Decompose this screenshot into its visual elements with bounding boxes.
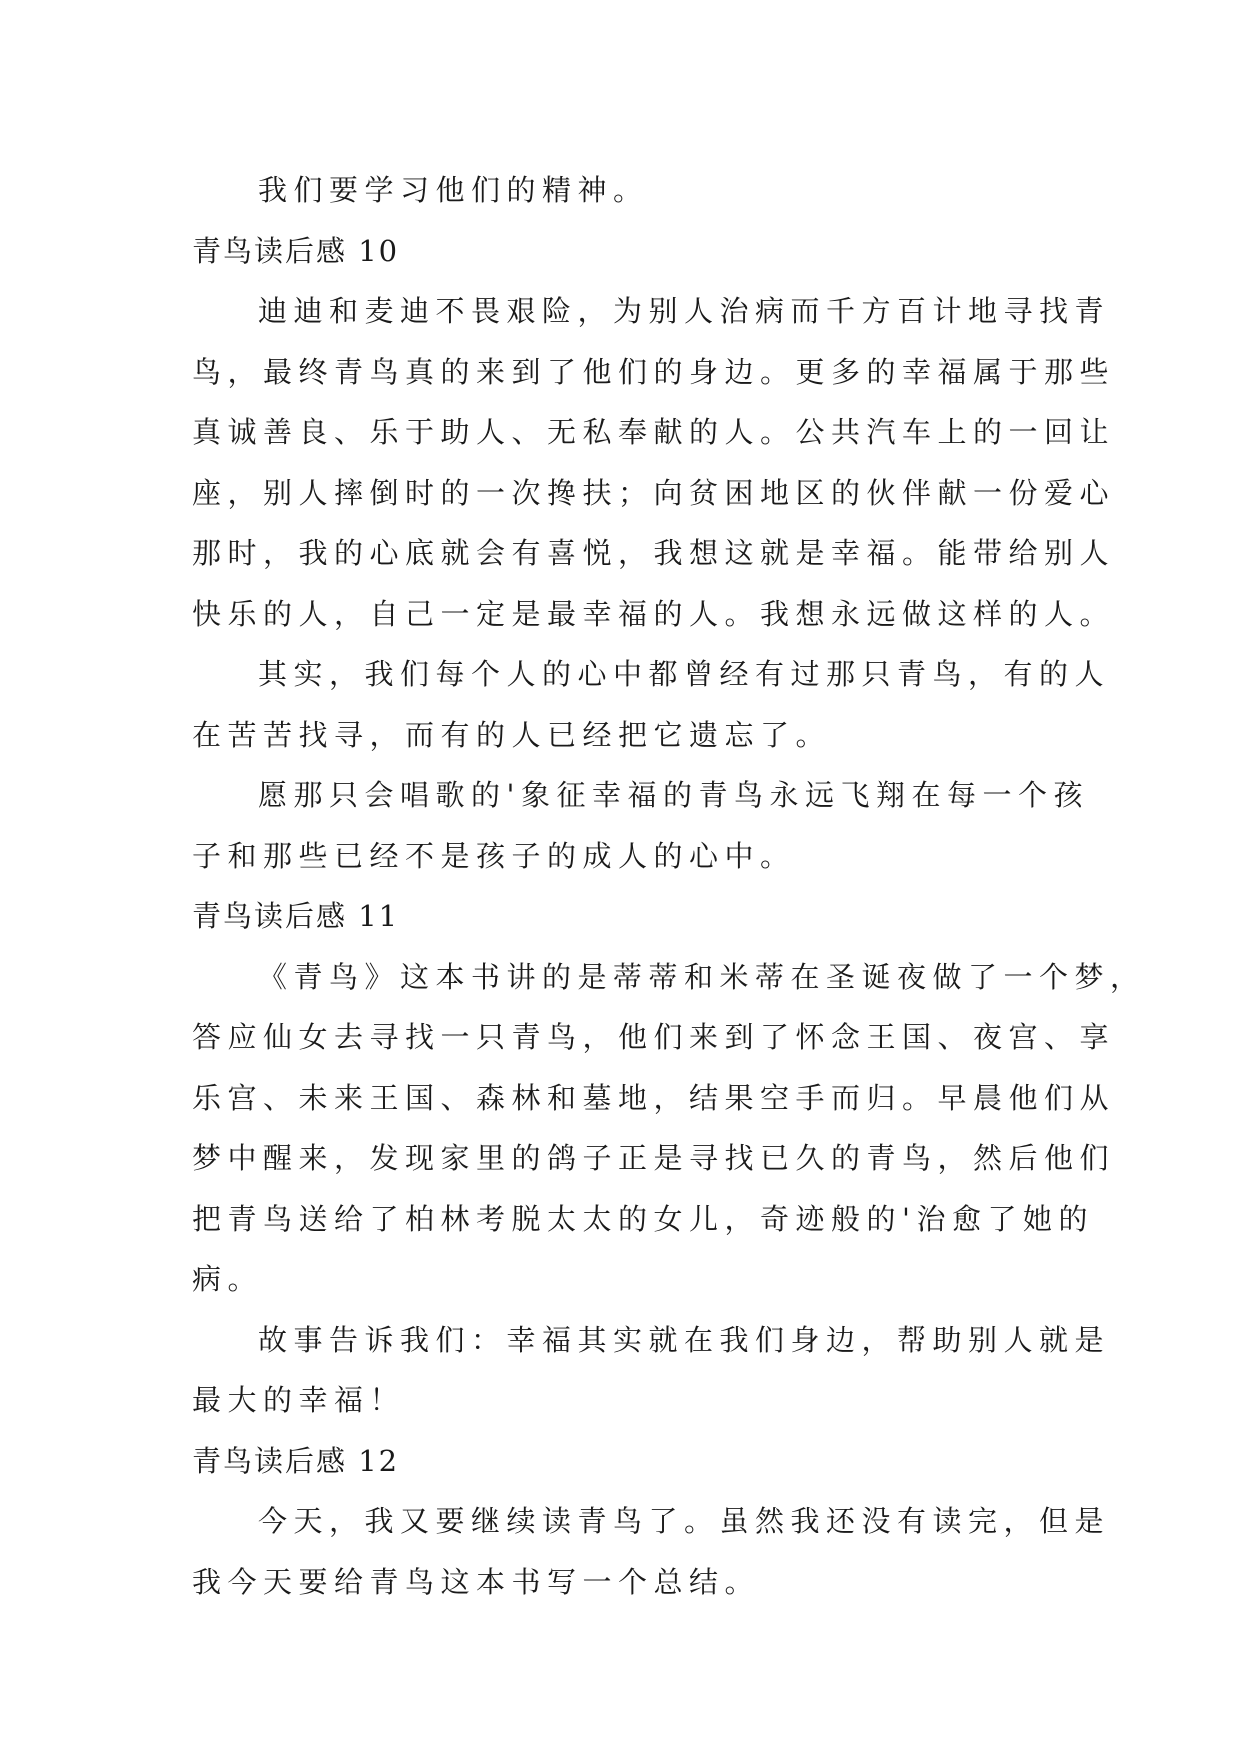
paragraph-line: 最大的幸福！ bbox=[192, 1383, 406, 1417]
paragraph-line: 乐宫、未来王国、森林和墓地，结果空手而归。早晨他们从 bbox=[192, 1080, 1116, 1115]
paragraph-line: 故事告诉我们：幸福其实就在我们身边，帮助别人就是 bbox=[258, 1322, 1111, 1357]
paragraph-line: 愿那只会唱歌的'象征幸福的青鸟永远飞翔在每一个孩 bbox=[258, 778, 1089, 812]
paragraph-line: 《青鸟》这本书讲的是蒂蒂和米蒂在圣诞夜做了一个梦， bbox=[258, 959, 1146, 994]
paragraph-line: 子和那些已经不是孩子的成人的心中。 bbox=[192, 838, 796, 873]
paragraph-line: 病。 bbox=[192, 1262, 264, 1296]
document-body bbox=[192, 160, 1146, 1612]
paragraph-line: 把青鸟送给了柏林考脱太太的女儿，奇迹般的'治愈了她的 bbox=[192, 1201, 1094, 1236]
paragraph-line: 真诚善良、乐于助人、无私奉献的人。公共汽车上的一回让 bbox=[192, 415, 1116, 449]
paragraph-line: 我们要学习他们的精神。 bbox=[258, 173, 649, 207]
paragraph-line: 座，别人摔倒时的一次搀扶；向贫困地区的伙伴献一份爱心 bbox=[192, 475, 1116, 510]
paragraph-line: 我今天要给青鸟这本书写一个总结。 bbox=[192, 1564, 761, 1599]
paragraph-line: 那时，我的心底就会有喜悦，我想这就是幸福。能带给别人 bbox=[192, 536, 1116, 570]
paragraph-line: 答应仙女去寻找一只青鸟，他们来到了怀念王国、夜宫、享 bbox=[192, 1020, 1116, 1054]
paragraph-line: 梦中醒来，发现家里的鸽子正是寻找已久的青鸟，然后他们 bbox=[192, 1141, 1116, 1175]
section-heading: 青鸟读后感 12 bbox=[192, 1443, 400, 1478]
paragraph-line: 今天，我又要继续读青鸟了。虽然我还没有读完，但是 bbox=[258, 1504, 1111, 1538]
section-heading: 青鸟读后感 10 bbox=[192, 233, 400, 268]
paragraph-line: 迪迪和麦迪不畏艰险，为别人治病而千方百计地寻找青 bbox=[258, 294, 1111, 328]
paragraph-line: 鸟，最终青鸟真的来到了他们的身边。更多的幸福属于那些 bbox=[192, 354, 1116, 389]
section-heading: 青鸟读后感 11 bbox=[192, 899, 400, 933]
paragraph-line: 其实，我们每个人的心中都曾经有过那只青鸟，有的人 bbox=[258, 657, 1111, 691]
paragraph-line: 快乐的人，自己一定是最幸福的人。我想永远做这样的人。 bbox=[192, 596, 1116, 631]
paragraph-line: 在苦苦找寻，而有的人已经把它遗忘了。 bbox=[192, 717, 832, 752]
